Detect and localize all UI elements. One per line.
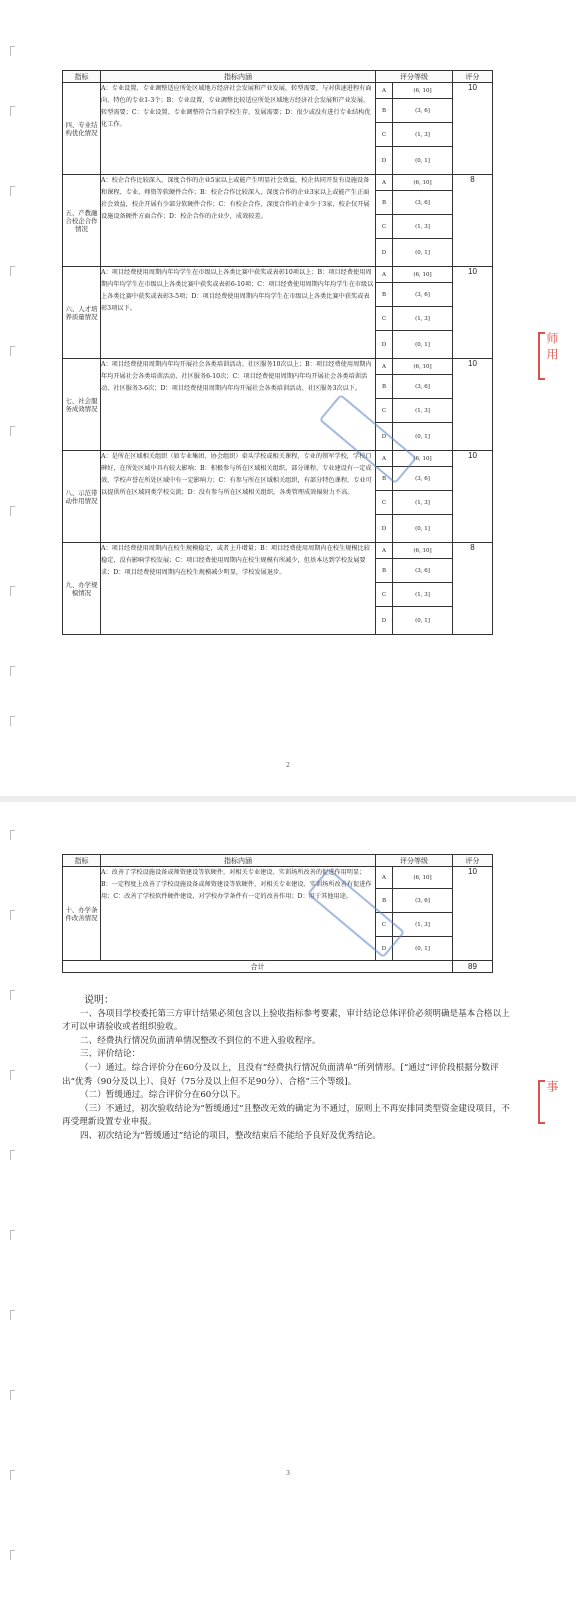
range-cell: (1, 3]: [393, 123, 453, 147]
notes-section: [62, 994, 514, 1144]
content-cell: A：改善了学校设施设备或师资建设等软硬件，对相关专业建设、实训场所改善的促进作用明显；B：一定程度上改善了学校设施设备或师资建设等软硬件，对相关专业建设、实训场所改善有促进作用；C：改善了学校软件硬件建设，对学校办学条件有一定的改善作用；D：用于其他用途。: [101, 867, 376, 961]
level-cell: A: [376, 175, 393, 191]
content-cell: A：是所在区域相关组织（如专业集团、协会组织）牵头学校或相关课程、专业的领军学校，学校口碑好，在所处区域中具有较大影响；B：积极参与所在区域相关组织，部分课程、专业建设有一定成效，学校声誉在所处区域中有一定影响力；C：有参与所在区域相关组织，有部分特色课程、专业可以提供所在区域同类学校交流；D：没有参与所在区域相关组织，各类管理成效辐射力不高。: [101, 451, 376, 543]
level-cell: A: [376, 83, 393, 99]
content-cell: A：专业设置、专业调整适应所处区域地方经济社会发展和产业发展、转型需要，与对供速进程有面向、特色的专业1-3个；B：专业设置、专业调整比较适应所处区域地方经济社会发展和产业发展、转型需要；C：专业设置、专业调整符合当前学校生存、发展需要；D：很少或没有进行专业结构优化工作。: [101, 83, 376, 175]
score-cell: 10: [453, 451, 493, 543]
level-cell: C: [376, 215, 393, 239]
range-cell: (6, 10]: [393, 867, 453, 889]
header-score: 评分: [453, 855, 493, 867]
level-cell: A: [376, 543, 393, 559]
notes-title: 说明：: [84, 995, 114, 1006]
binding-hole: [10, 1390, 15, 1400]
binding-hole: [10, 1310, 15, 1320]
binding-hole: [10, 666, 15, 676]
indicator-cell: 七、社会服务成效情况: [63, 359, 101, 451]
binding-hole: [10, 346, 15, 356]
level-cell: D: [376, 607, 393, 635]
level-cell: A: [376, 451, 393, 467]
range-cell: (1, 3]: [393, 215, 453, 239]
range-cell: (1, 3]: [393, 399, 453, 423]
binding-hole: [10, 1550, 15, 1560]
binding-hole: [10, 106, 15, 116]
score-cell: 8: [453, 543, 493, 635]
table-row: [63, 83, 493, 99]
table-row: [63, 867, 493, 889]
level-cell: D: [376, 331, 393, 359]
document-page-2: [0, 0, 576, 796]
header-content: 指标内涵: [101, 855, 376, 867]
range-cell: (1, 3]: [393, 913, 453, 937]
binding-hole: [10, 910, 15, 920]
range-cell: (3, 6]: [393, 191, 453, 215]
range-cell: (6, 10]: [393, 175, 453, 191]
table-row: [63, 359, 493, 375]
level-cell: A: [376, 867, 393, 889]
note-item: 三、评价结论：: [80, 1049, 141, 1060]
indicator-cell: 九、办学规模情况: [63, 543, 101, 635]
range-cell: (0, 1]: [393, 331, 453, 359]
range-cell: (3, 6]: [393, 283, 453, 307]
level-cell: C: [376, 491, 393, 515]
table-row: [63, 175, 493, 191]
level-cell: B: [376, 375, 393, 399]
range-cell: (1, 3]: [393, 307, 453, 331]
range-cell: (6, 10]: [393, 543, 453, 559]
binding-hole: [10, 990, 15, 1000]
binding-hole: [10, 830, 15, 840]
binding-hole: [10, 716, 15, 726]
page-number: 3: [286, 1470, 290, 1477]
binding-hole: [10, 1070, 15, 1080]
level-cell: A: [376, 267, 393, 283]
score-cell: 8: [453, 175, 493, 267]
range-cell: (0, 1]: [393, 147, 453, 175]
total-score: 89: [453, 961, 493, 973]
binding-hole: [10, 1150, 15, 1160]
level-cell: D: [376, 423, 393, 451]
table-header-row: [63, 71, 493, 83]
level-cell: C: [376, 123, 393, 147]
level-cell: D: [376, 937, 393, 961]
level-cell: A: [376, 359, 393, 375]
binding-hole: [10, 186, 15, 196]
level-cell: C: [376, 913, 393, 937]
content-cell: A：校企合作比较深入，深度合作的企业5家以上或能产生明显社会效益，校企共同开发有设施设备和课程、专业、师资等软硬件合作；B：校企合作比较深入，深度合作的企业3家以上或能产生正面社会效益，校企开展有少部分软硬件合作；C：有校企合作，深度合作的企业少于3家，校企仅开展设施设备硬件方面合作；D：校企合作的企业少，成效较差。: [101, 175, 376, 267]
indicator-cell: 十、办学条件改善情况: [63, 867, 101, 961]
range-cell: (3, 6]: [393, 889, 453, 913]
page-number: 2: [286, 762, 290, 769]
binding-hole: [10, 586, 15, 596]
score-cell: 10: [453, 867, 493, 961]
header-content: 指标内涵: [101, 71, 376, 83]
level-cell: B: [376, 467, 393, 491]
range-cell: (0, 1]: [393, 239, 453, 267]
level-cell: B: [376, 99, 393, 123]
note-item: 一、各项目学校委托第三方审计结果必须包含以上验收指标参考要素，审计结论总体评价必须明确是基本合格以上才可以申请验收或者组织验收。: [62, 1008, 510, 1033]
range-cell: (6, 10]: [393, 267, 453, 283]
range-cell: (0, 1]: [393, 607, 453, 635]
table-row: [63, 267, 493, 283]
indicator-cell: 四、专业结构优化情况: [63, 83, 101, 175]
header-level: 评分等级: [376, 71, 453, 83]
evaluation-table: [62, 70, 493, 635]
range-cell: (3, 6]: [393, 375, 453, 399]
range-cell: (3, 6]: [393, 559, 453, 583]
total-row: [63, 961, 493, 973]
table-row: [63, 543, 493, 559]
level-cell: B: [376, 283, 393, 307]
note-item: （三）不通过，初次验收结论为“暂缓通过”且整改无效的确定为不通过，原则上不再安排同类型资金建设项目，不再受理新设置专业申报。: [62, 1103, 510, 1128]
binding-hole: [10, 1230, 15, 1240]
note-item: （二）暂缓通过。综合评价分在60分以下。: [80, 1090, 246, 1101]
level-cell: C: [376, 307, 393, 331]
range-cell: (1, 3]: [393, 583, 453, 607]
level-cell: D: [376, 147, 393, 175]
range-cell: (0, 1]: [393, 515, 453, 543]
total-label: 合计: [63, 961, 453, 973]
level-cell: D: [376, 515, 393, 543]
indicator-cell: 五、产教融合校企合作情况: [63, 175, 101, 267]
binding-hole: [10, 506, 15, 516]
binding-hole: [10, 266, 15, 276]
range-cell: (3, 6]: [393, 99, 453, 123]
score-cell: 10: [453, 83, 493, 175]
level-cell: B: [376, 889, 393, 913]
range-cell: (0, 1]: [393, 937, 453, 961]
note-item: 二、经费执行情况负面清单情况整改不到位的不进入验收程序。: [80, 1035, 321, 1046]
evaluation-table-continued: [62, 854, 493, 973]
note-item: 四、初次结论为“暂缓通过”结论的项目，整改结束后不能给予良好及优秀结论。: [80, 1130, 381, 1141]
table-row: [63, 451, 493, 467]
level-cell: B: [376, 559, 393, 583]
note-item: （一）通过。综合评价分在60分及以上，且没有“经费执行情况负面清单”所列情形。[“通过”评价段根据分数评出“优秀（90分及以上）、良好（75分及以上但不足90分）、合格”三个等级]。: [62, 1062, 499, 1087]
header-indicator: 指标: [63, 71, 101, 83]
binding-hole: [10, 46, 15, 56]
content-cell: A：项目经费使用周期内年均学生在市级以上各类比赛中获奖或表彰10项以上；B：项目经费使用周期内年均学生在市级以上各类比赛中获奖或表彰6-10项；C：项目经费使用周期内年均学生在市级以上各类比赛中获奖或表彰3-5项；D：项目经费使用周期内年均学生在市级以上各类比赛中获奖或表彰3项以下。: [101, 267, 376, 359]
level-cell: B: [376, 191, 393, 215]
range-cell: (6, 10]: [393, 451, 453, 467]
content-cell: A：项目经费使用周期内在校生规模稳定，或者上升增量；B：项目经费使用周期内在校生规模比较稳定，没有影响学校发展；C：项目经费使用周期内在校生规模有所减少，但基本达到学校发展要求；D：项目经费使用周期内在校生规模减少明显，学校发展退步。: [101, 543, 376, 635]
indicator-cell: 八、示范带动作用情况: [63, 451, 101, 543]
score-cell: 10: [453, 359, 493, 451]
level-cell: C: [376, 583, 393, 607]
score-cell: 10: [453, 267, 493, 359]
content-cell: A：项目经费使用周期内年均开展社会各类培训活动、社区服务10次以上；B：项目经费使用周期内年均开展社会各类培训活动、社区服务6-10次；C：项目经费使用周期内年均开展社会各类培训活动、社区服务3-6次；D：项目经费使用周期内年均开展社会各类培训活动、社区服务3次以下。: [101, 359, 376, 451]
margin-red-mark: 师用: [545, 332, 559, 364]
table-header-row: [63, 855, 493, 867]
range-cell: (0, 1]: [393, 423, 453, 451]
level-cell: D: [376, 239, 393, 267]
indicator-cell: 六、人才培养质量情况: [63, 267, 101, 359]
margin-red-mark: 事: [545, 1080, 559, 1096]
header-score: 评分: [453, 71, 493, 83]
binding-hole: [10, 426, 15, 436]
document-page-3: [0, 802, 576, 1600]
header-level: 评分等级: [376, 855, 453, 867]
range-cell: (6, 10]: [393, 359, 453, 375]
range-cell: (1, 3]: [393, 491, 453, 515]
range-cell: (3, 6]: [393, 467, 453, 491]
range-cell: (6, 10]: [393, 83, 453, 99]
header-indicator: 指标: [63, 855, 101, 867]
level-cell: C: [376, 399, 393, 423]
